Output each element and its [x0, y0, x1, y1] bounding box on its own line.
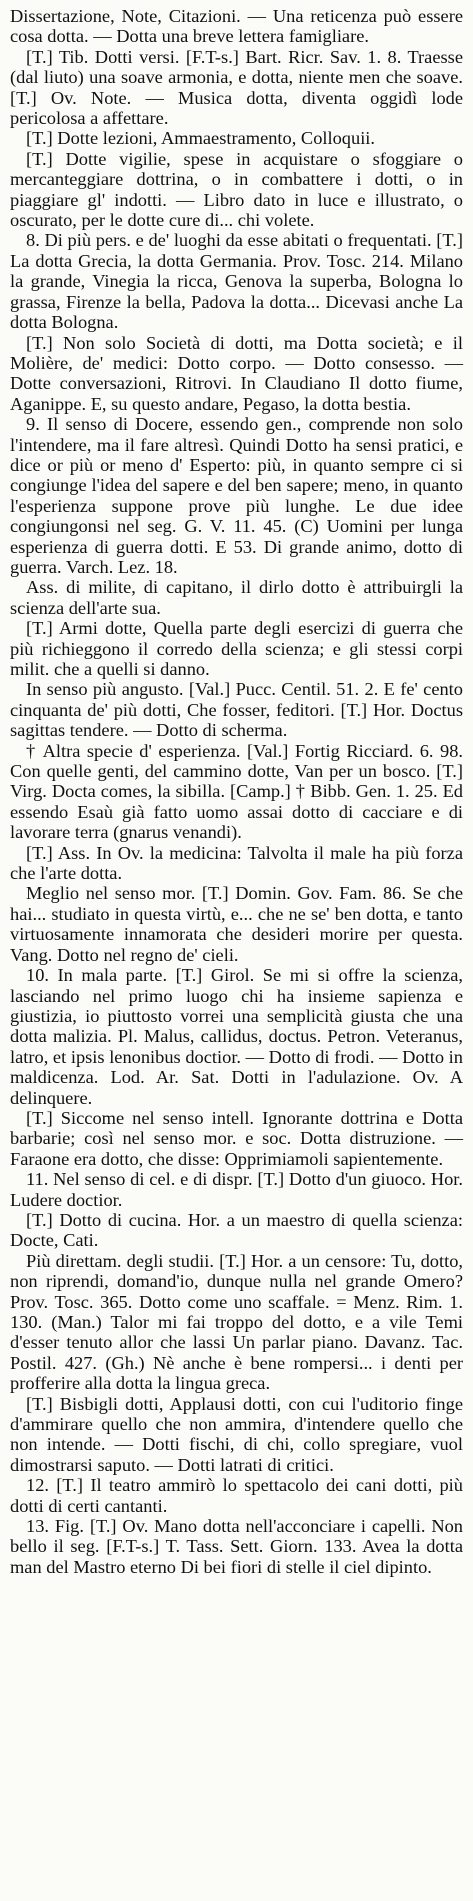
paragraph-sense-8: 8. Di più pers. e de' luoghi da esse abitati o frequentati. [T.] La dotta Grecia, la dotta Germania. Prov. Tosc. 214. Milano la grande, Vinegia la ricca, Genova la superba, Bologna lo grassa, Firenze la bella, Padova la dotta... Dicevasi anche La dotta Bologna.: [10, 230, 463, 333]
paragraph-altra-specie: † Altra specie d' esperienza. [Val.] Fortig Ricciard. 6. 98. Con quelle genti, del cammino dotte, Van per un bosco. [T.] Virg. Docta comes, la sibilla. [Camp.] † Bibb. Gen. 1. 25. Ed essendo Esaù già fatto uomo assai dotto di cacciare e di lavorare terra (gnarus venandi).: [10, 740, 463, 843]
paragraph-senso-intell: [T.] Siccome nel senso intell. Ignorante dottrina e Dotta barbarie; così nel senso mor. e soc. Dotta distruzione. — Faraone era dotto, che disse: Opprimiamoli sapientemente.: [10, 1107, 463, 1169]
paragraph-senso-angusto: In senso più angusto. [Val.] Pucc. Centil. 51. 2. E fe' cento cinquanta de' più dotti, Che fosser, feditori. [T.] Hor. Doctus sagittas tendere. — Dotto di scherma.: [10, 679, 463, 741]
paragraph-milite: Ass. di milite, di capitano, il dirlo dotto è attribuirgli la scienza dell'arte sua.: [10, 577, 463, 618]
paragraph-dotte-vigilie: [T.] Dotte vigilie, spese in acquistare o sfoggiare o mercanteggiare dottrina, o in combattere i dotti, o in piaggiare gl' indotti. — Libro dato in luce e illustrato, o oscurato, per le dotte cure di... chi volete.: [10, 148, 463, 231]
paragraph-sense-9: 9. Il senso di Docere, essendo gen., comprende non solo l'intendere, ma il fare altresì. Quindi Dotto ha sensi pratici, e dice or più or meno d' Esperto: più, in quanto sempre ci si congiunge l'idea del sapere e del ben sapere; meno, in quanto l'esperienza suppone prove più lunghe. Le due idee congiungonsi nel seg. G. V. 11. 45. (C) Uomini per lunga esperienza di guerra dotti. E 53. Di grande animo, dotto di guerra. Varch. Lez. 18.: [10, 414, 463, 577]
paragraph-sense-10: 10. In mala parte. [T.] Girol. Se mi si offre la scienza, lasciando nel primo luogo chi ha insieme sapienza e giustizia, io piuttosto vorrei una semplicità giusta che una dotta malizia. Pl. Malus, callidus, doctus. Petron. Veteranus, latro, et ipsis lenonibus doctior. — Dotto di frodi. — Dotto in maldicenza. Lod. Ar. Sat. Dotti in l'adulazione. Ov. A delinquere.: [10, 965, 463, 1108]
paragraph-medicina: [T.] Ass. In Ov. la medicina: Talvolta il male ha più forza che l'arte dotta.: [10, 842, 463, 884]
paragraph-continuation: Dissertazione, Note, Citazioni. — Una reticenza può essere cosa dotta. — Dotta una breve lettera famigliare.: [10, 6, 463, 47]
paragraph-cucina: [T.] Dotto di cucina. Hor. a un maestro di quella scienza: Docte, Cati.: [10, 1209, 463, 1251]
paragraph-dotte-lezioni: [T.] Dotte lezioni, Ammaestramento, Colloquii.: [26, 128, 376, 149]
paragraph-sense-11: 11. Nel senso di cel. e di dispr. [T.] Dotto d'un giuoco. Hor. Ludere doctior.: [10, 1169, 463, 1210]
paragraph-bisbigli: [T.] Bisbigli dotti, Applausi dotti, con cui l'uditorio finge d'ammirare quello che non ammira, d'intendere quello che non intende. — Dotti fischi, di chi, collo spregiare, vuol dimostrarsi saputo. — Dotti latrati di critici.: [10, 1393, 463, 1475]
paragraph-musica-dotta: [T.] Tib. Dotti versi. [F.T-s.] Bart. Ricr. Sav. 1. 8. Traesse (dal liuto) una soave armonia, e dotta, niente men che soave. [T.] Ov. Note. — Musica dotta, diventa oggidì lode pericolosa a affettare.: [10, 46, 463, 129]
paragraph-senso-mor: Meglio nel senso mor. [T.] Domin. Gov. Fam. 86. Se che hai... studiato in questa virtù, e... che ne se' ben dotta, e tanto virtuosamente innamorata che desideri morire per questa. Vang. Dotto nel regno de' cieli.: [10, 883, 463, 965]
paragraph-dotta-societa: [T.] Non solo Società di dotti, ma Dotta società; e il Molière, de' medici: Dotto corpo. — Dotto consesso. — Dotte conversazioni, Ritrovi. In Claudiano Il dotto fiume, Aganippe. E, su questo andare, Pegaso, la dotta bestia.: [10, 332, 463, 414]
paragraph-studii: Più direttam. degli studii. [T.] Hor. a un censore: Tu, dotto, non riprendi, domand'io, dunque nulla nel grande Omero? Prov. Tosc. 365. Dotto come uno scaffale. = Menz. Rim. 1. 130. (Man.) Talor mi fai troppo del dotto, e a vile Temi d'esser tenuto allor che lassi Un parlar piano. Davanz. Tac. Postil. 427. (Gh.) Nè anche è bene rompersi... i denti per profferire alla dotta la lingua greca.: [10, 1250, 463, 1394]
paragraph-armi-dotte: [T.] Armi dotte, Quella parte degli esercizi di guerra che più richieggono il corredo della scienza; e gli stessi corpi milit. che a quelli si danno.: [10, 618, 463, 679]
paragraph-sense-12: 12. [T.] Il teatro ammirò lo spettacolo dei cani dotti, più dotti di certi cantanti.: [10, 1475, 463, 1516]
paragraph-sense-13: 13. Fig. [T.] Ov. Mano dotta nell'acconciare i capelli. Non bello il seg. [F.T-s.] T. Tass. Sett. Giorn. 133. Avea la dotta man del Mastro eterno Di bei fiori di stelle il ciel dipinto.: [10, 1516, 463, 1577]
